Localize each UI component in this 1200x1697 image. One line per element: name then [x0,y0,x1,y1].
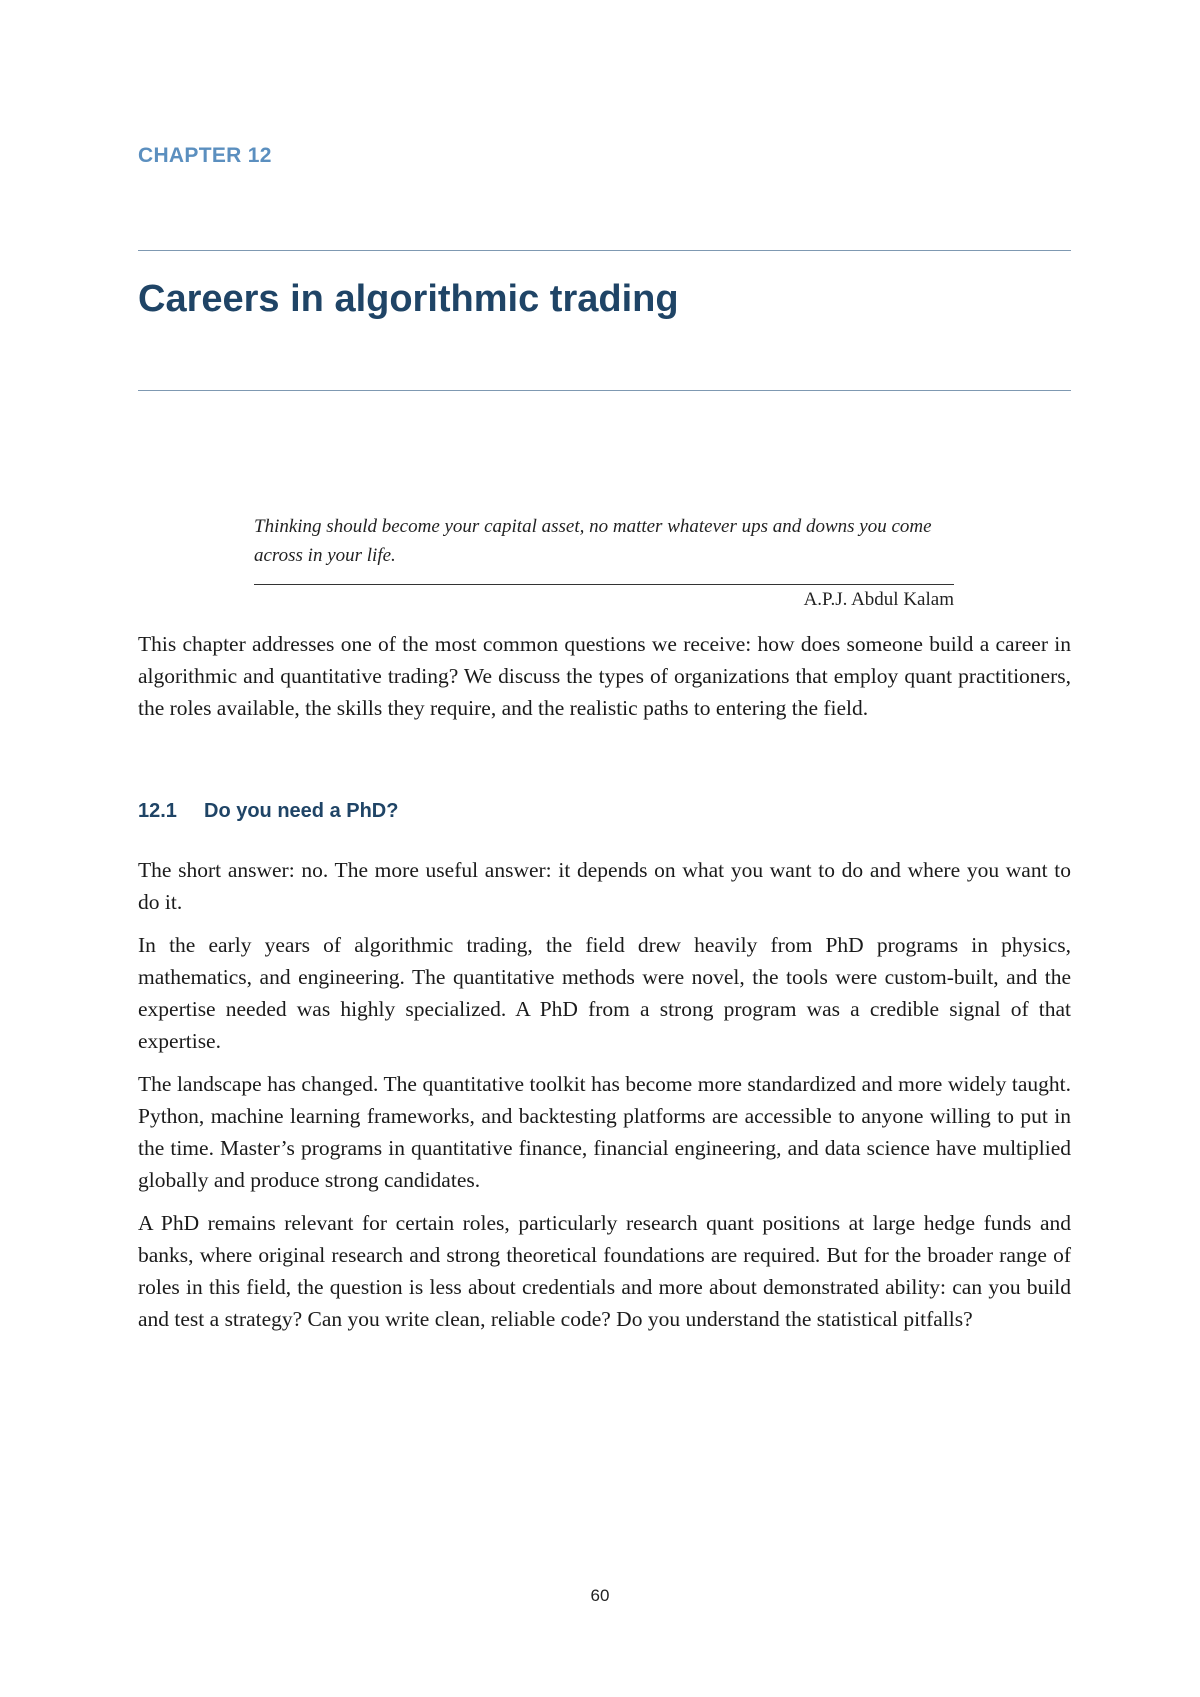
section-heading [138,800,398,823]
body-paragraph: A PhD remains relevant for certain roles, particularly research quant positions at large hedge funds and banks, where original research and strong theoretical foundations are required. But for the broader range of roles in this field, the question is less about credentials and more about demonstrated ability: can you build and test a strategy? Can you write clean, reliable code? Do you understand the statistical pitfalls? [138,1211,1071,1331]
epigraph [254,512,954,611]
section-title: Do you need a PhD? [204,800,399,822]
title-rule-top [138,250,1071,251]
page-number: 60 [590,1586,610,1605]
section-number: 12.1 [138,800,177,822]
chapter-title: Careers in algorithmic trading [138,278,679,320]
body-paragraph: The landscape has changed. The quantitative toolkit has become more standardized and more widely taught. Python, machine learning frameworks, and backtesting platforms are accessible to anyone willing to put in the time. Master’s programs in quantitative finance, financial engineering, and data science have multiplied globally and produce strong candidates. [138,1072,1071,1192]
epigraph-attribution: A.P.J. Abdul Kalam [803,589,954,610]
intro-paragraph: This chapter addresses one of the most common questions we receive: how does someone build a career in algorithmic and quantitative trading? We discuss the types of organizations that employ quant practitioners, the roles available, the skills they require, and the realistic paths to entering the field. [138,632,1071,720]
chapter-label: CHAPTER 12 [138,144,272,167]
epigraph-rule [254,584,954,585]
body-paragraph: In the early years of algorithmic trading, the field drew heavily from PhD programs in physics, mathematics, and engineering. The quantitative methods were novel, the tools were custom-built, and the expertise needed was highly specialized. A PhD from a strong program was a credible signal of that expertise. [138,933,1071,1053]
body-paragraph: The short answer: no. The more useful answer: it depends on what you want to do and where you want to do it. [138,858,1071,914]
title-rule-bottom [138,390,1071,391]
epigraph-quote: Thinking should become your capital asset, no matter whatever ups and downs you come across in your life. [254,516,932,566]
